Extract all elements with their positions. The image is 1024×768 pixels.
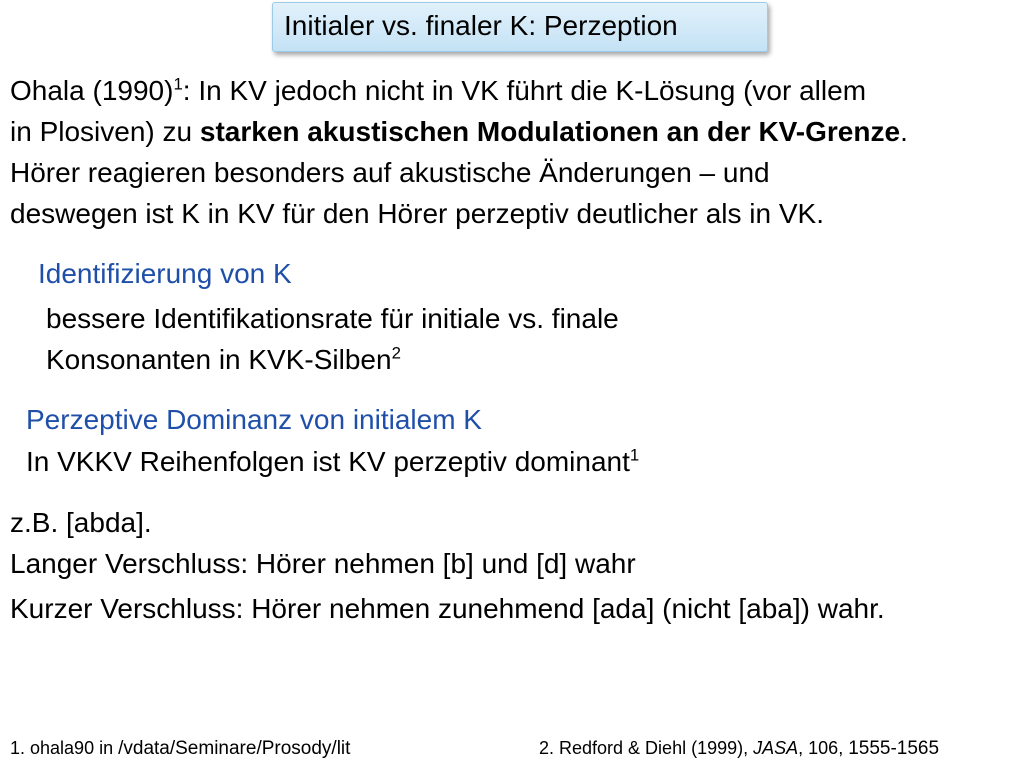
slide-title: Initialer vs. finaler K: Perzeption [284, 10, 678, 41]
intro-line-3: Hörer reagieren besonders auf akustische Änderungen – und [10, 157, 770, 188]
section-1-line-2 [46, 339, 619, 380]
section-1-line-2-text: Konsonanten in KVK-Silben [46, 344, 392, 375]
intro-line-2-start: in Plosiven) zu [10, 116, 200, 147]
section-2-line-1 [26, 444, 639, 480]
intro-ref: 1 [173, 74, 183, 94]
intro-line-1 [10, 70, 908, 111]
section-1-heading: Identifizierung von K [38, 258, 292, 289]
example-line-1: z.B. [abda]. [10, 507, 152, 538]
intro-line-4: deswegen ist K in KV für den Hörer perzeptiv deutlicher als in VK. [10, 198, 824, 229]
intro-line-2-end: . [900, 116, 908, 147]
intro-bold-phrase: starken akustischen Modulationen an der KV-Grenze [199, 116, 901, 147]
footnote-1-prefix: 1. ohala90 in [10, 738, 119, 758]
section-1-line-1: bessere Identifikationsrate für initiale vs. finale [46, 303, 619, 334]
intro-paragraph [10, 70, 908, 234]
example-line-3: Kurzer Verschluss: Hörer nehmen zunehmend [ada] (nicht [aba]) wahr. [10, 593, 885, 624]
section-1-body [46, 298, 619, 380]
footnote-1 [10, 736, 350, 761]
footnote-2-prefix: 2. Redford & Diehl (1999), [539, 738, 754, 758]
section-2-ref: 1 [629, 445, 640, 465]
intro-line-1-rest: : In KV jedoch nicht in VK führt die K-Lösung (vor allem [182, 75, 867, 106]
footnote-2-volume: , 106, [798, 738, 849, 758]
intro-line-2 [10, 111, 908, 152]
footnote-1-path: /vdata/Seminare/Prosody/lit [118, 738, 351, 759]
section-2-line-1-text: In VKKV Reihenfolgen ist KV perzeptiv dominant [26, 446, 630, 477]
footnote-2 [539, 736, 939, 761]
example-block [10, 502, 636, 584]
footnote-2-pages: 1555-1565 [848, 738, 940, 759]
footnote-2-journal: JASA [753, 738, 799, 758]
example-line-2: Langer Verschluss: Hörer nehmen [b] und [d] wahr [10, 548, 636, 579]
section-1-ref: 2 [391, 343, 401, 363]
intro-author: Ohala (1990) [10, 75, 174, 106]
section-2-heading: Perzeptive Dominanz von initialem K [26, 404, 482, 435]
